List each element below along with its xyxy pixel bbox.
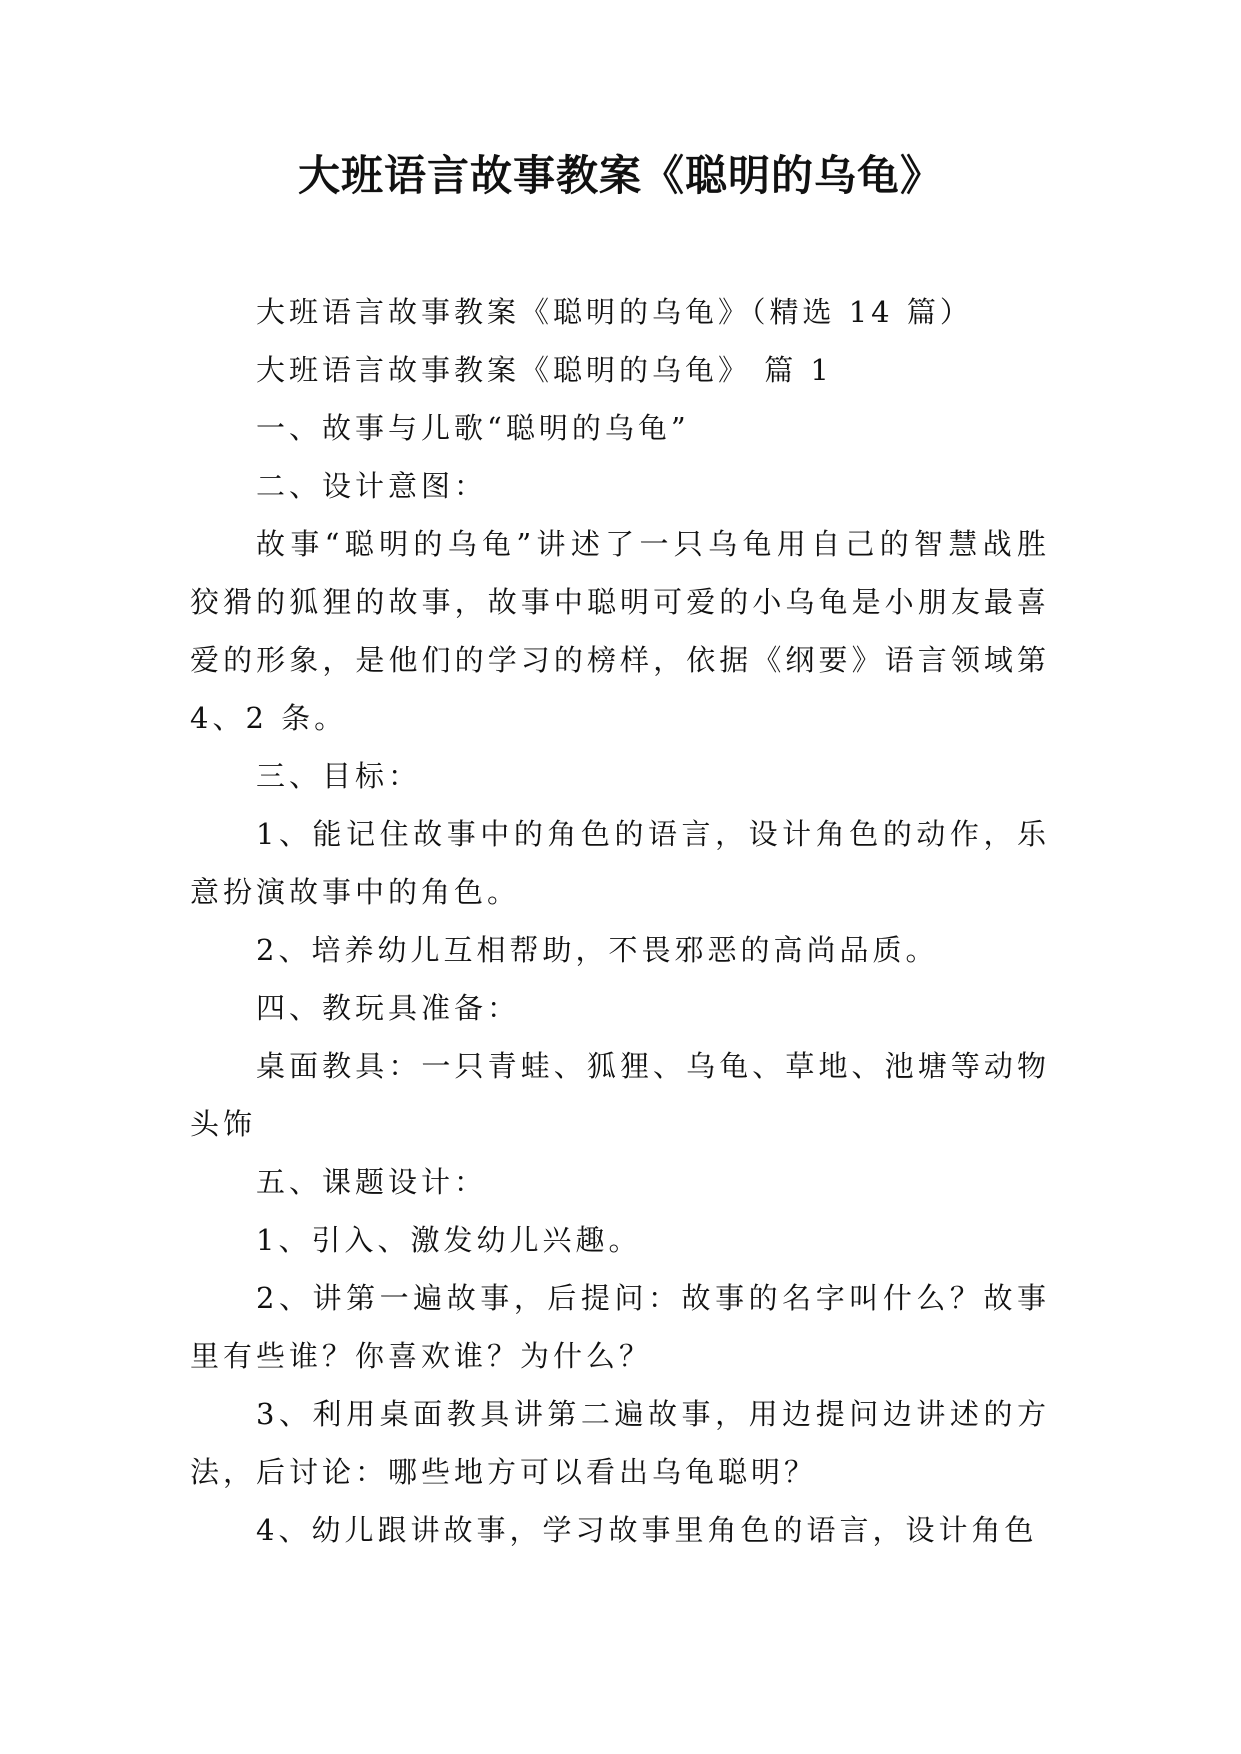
paragraph: 2、培养幼儿互相帮助，不畏邪恶的高尚品质。 [256,933,939,967]
paragraph: 四、教玩具准备： [256,991,521,1025]
paragraph: 4、幼儿跟讲故事，学习故事里角色的语言，设计角色 [256,1513,1038,1547]
document-body [190,283,1050,1559]
paragraph: 1、能记住故事中的角色的语言，设计角色的动作，乐意扮演故事中的角色。 [190,817,1050,909]
paragraph: 三、目标： [256,759,422,793]
paragraph: 大班语言故事教案《聪明的乌龟》（精选 14 篇） [256,295,973,329]
paragraph: 大班语言故事教案《聪明的乌龟》 篇 1 [256,353,833,387]
paragraph: 故事“聪明的乌龟”讲述了一只乌龟用自己的智慧战胜狡猾的狐狸的故事，故事中聪明可爱的小乌龟是小朋友最喜爱的形象，是他们的学习的榜样，依据《纲要》语言领域第 4、2 条。 [190,527,1050,735]
paragraph: 1、引入、激发幼儿兴趣。 [256,1223,642,1257]
paragraph: 五、课题设计： [256,1165,488,1199]
paragraph: 2、讲第一遍故事，后提问：故事的名字叫什么？故事里有些谁？你喜欢谁？为什么？ [190,1281,1050,1373]
paragraph: 3、利用桌面教具讲第二遍故事，用边提问边讲述的方法，后讨论：哪些地方可以看出乌龟聪明？ [190,1397,1050,1489]
paragraph: 一、故事与儿歌“聪明的乌龟” [256,411,690,445]
paragraph: 桌面教具：一只青蛙、狐狸、乌龟、草地、池塘等动物头饰 [190,1049,1050,1141]
document-title: 大班语言故事教案《聪明的乌龟》 [297,151,943,200]
paragraph: 二、设计意图： [256,469,488,503]
